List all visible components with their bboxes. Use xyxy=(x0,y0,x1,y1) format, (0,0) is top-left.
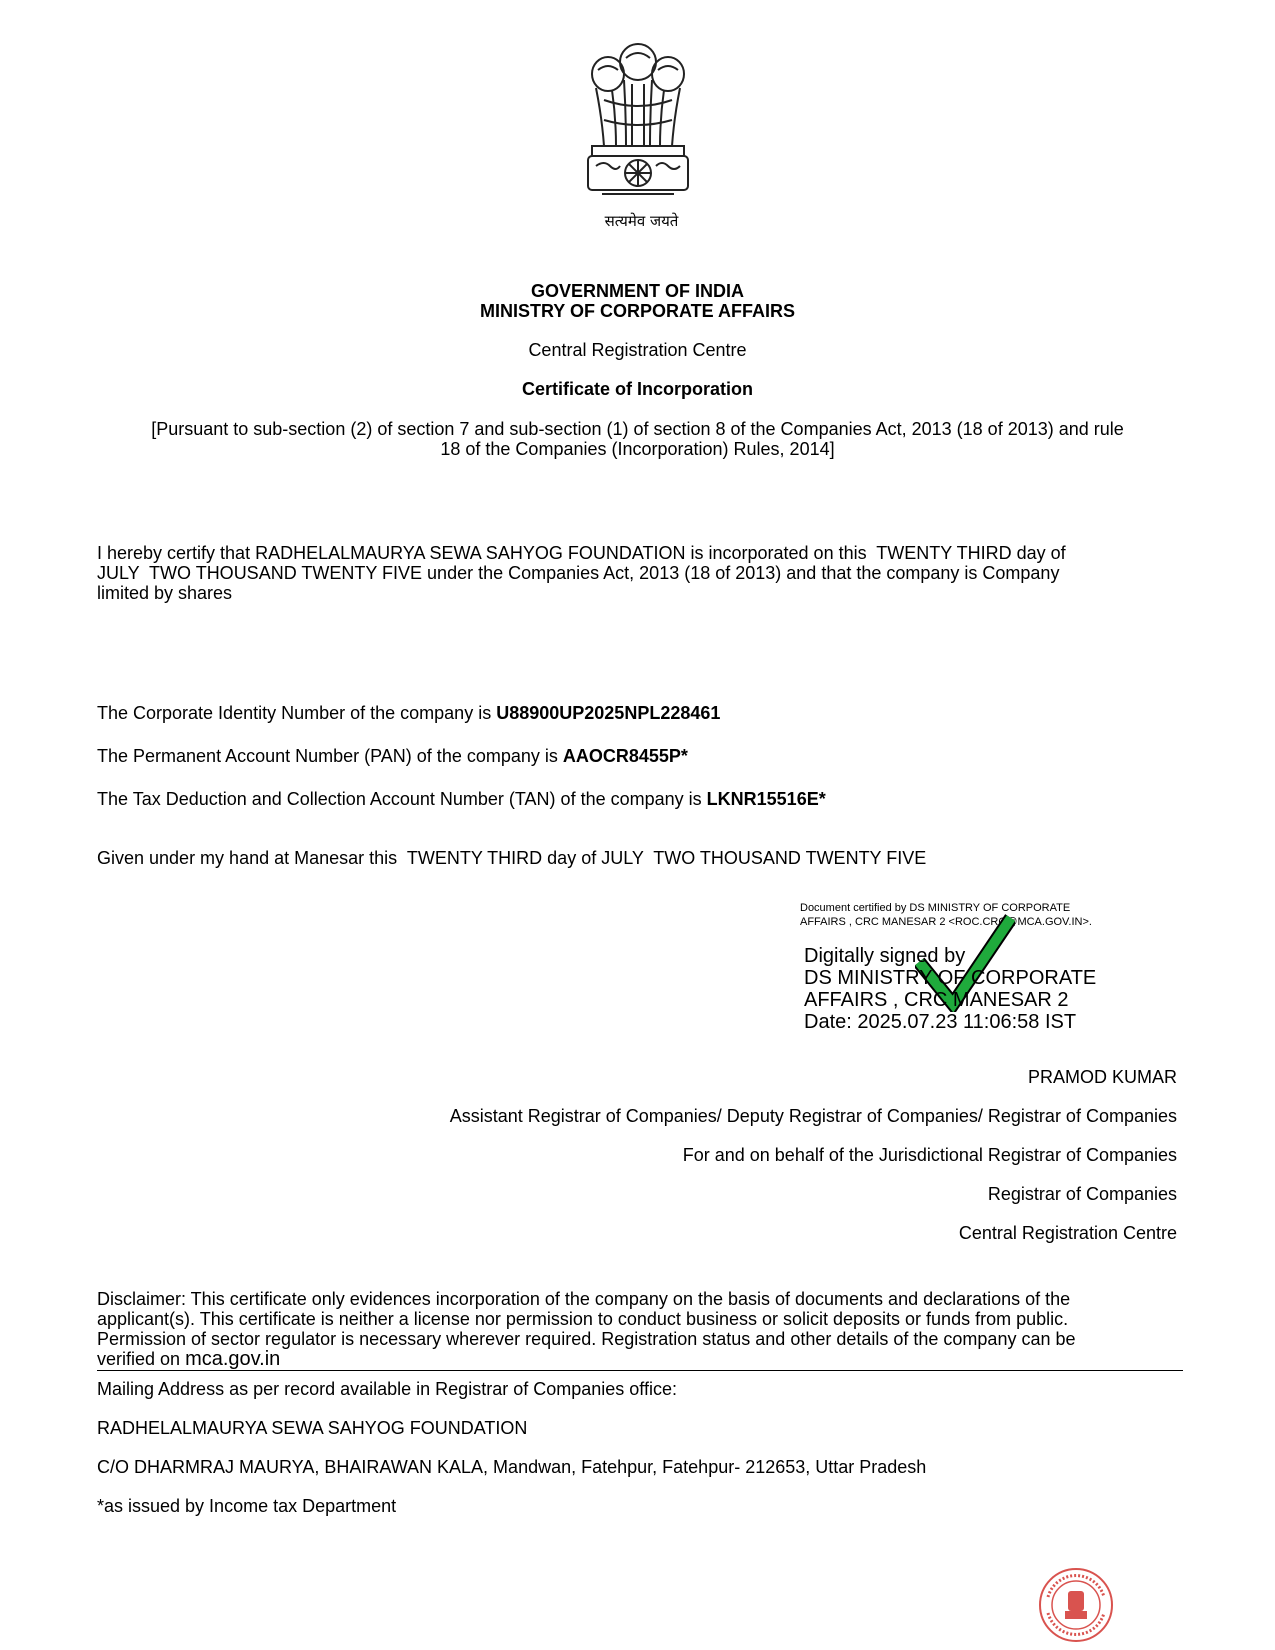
signatory-behalf: For and on behalf of the Jurisdictional Registrar of Companies xyxy=(682,1145,1177,1165)
signatory-name: PRAMOD KUMAR xyxy=(1027,1067,1177,1087)
signatory-centre: Central Registration Centre xyxy=(958,1223,1177,1243)
certify-line-3: limited by shares xyxy=(97,583,233,603)
pursuant-line-1: [Pursuant to sub-section (2) of section 7 and sub-section (1) of section 8 of the Companies Act, 2013 (18 of 2013) and rule xyxy=(151,419,1124,439)
certify-line-1: I hereby certify that RADHELALMAURYA SEWA SAHYOG FOUNDATION is incorporated on this TWENTY THIRD day of xyxy=(97,543,1066,563)
pursuant-line-2: 18 of the Companies (Incorporation) Rules, 2014] xyxy=(440,439,835,459)
divider xyxy=(97,1370,1183,1371)
tan-row xyxy=(97,789,826,809)
disclaimer-line-4 xyxy=(97,1349,280,1369)
signature-line-3: AFFAIRS , CRC MANESAR 2 xyxy=(804,989,1069,1011)
signature-cert-line-1: Document certified by DS MINISTRY OF CORPORATE xyxy=(800,902,1071,914)
cin-label: The Corporate Identity Number of the company is xyxy=(97,703,492,723)
disclaimer-line-2: applicant(s). This certificate is neither a license nor permission to conduct business or solicit deposits or funds from public. xyxy=(97,1309,1069,1329)
signatory-registrar: Registrar of Companies xyxy=(987,1184,1177,1204)
mca-seal-icon xyxy=(1038,1567,1114,1643)
given-line: Given under my hand at Manesar this TWENTY THIRD day of JULY TWO THOUSAND TWENTY FIVE xyxy=(97,848,927,868)
pan-row xyxy=(97,746,688,766)
signature-line-2: DS MINISTRY OF CORPORATE xyxy=(804,967,1097,989)
mca-link[interactable]: mca.gov.in xyxy=(185,1348,281,1370)
signature-cert-line-2: AFFAIRS , CRC MANESAR 2 <ROC.CRC@MCA.GOV.IN>. xyxy=(800,916,1092,928)
state-emblem-icon xyxy=(582,40,694,208)
header-government: GOVERNMENT OF INDIA xyxy=(530,281,744,301)
disclaimer-verified-text: verified on xyxy=(97,1349,181,1369)
header-centre: Central Registration Centre xyxy=(528,340,747,360)
mailing-label: Mailing Address as per record available in Registrar of Companies office: xyxy=(97,1379,677,1399)
mailing-address: C/O DHARMRAJ MAURYA, BHAIRAWAN KALA, Mandwan, Fatehpur, Fatehpur- 212653, Uttar Pradesh xyxy=(97,1457,927,1477)
tan-value: LKNR15516E* xyxy=(706,789,826,809)
disclaimer-line-1: Disclaimer: This certificate only evidences incorporation of the company on the basis of documents and declarations of the xyxy=(97,1289,1071,1309)
cin-row xyxy=(97,703,720,723)
certify-line-2: JULY TWO THOUSAND TWENTY FIVE under the Companies Act, 2013 (18 of 2013) and that the company is Company xyxy=(97,563,1060,583)
pan-value: AAOCR8455P* xyxy=(562,746,688,766)
signatory-designation: Assistant Registrar of Companies/ Deputy Registrar of Companies/ Registrar of Companies xyxy=(449,1106,1177,1126)
emblem-motto: सत्यमेव जयते xyxy=(604,212,679,230)
page-title: Certificate of Incorporation xyxy=(521,379,754,399)
cin-value: U88900UP2025NPL228461 xyxy=(496,703,721,723)
pan-label: The Permanent Account Number (PAN) of the company is xyxy=(97,746,558,766)
footnote: *as issued by Income tax Department xyxy=(97,1496,397,1516)
signature-line-1: Digitally signed by xyxy=(804,945,966,967)
disclaimer-line-3: Permission of sector regulator is necessary wherever required. Registration status and other details of the company can be xyxy=(97,1329,1076,1349)
tan-label: The Tax Deduction and Collection Account Number (TAN) of the company is xyxy=(97,789,702,809)
header-ministry: MINISTRY OF CORPORATE AFFAIRS xyxy=(479,301,795,321)
mailing-company: RADHELALMAURYA SEWA SAHYOG FOUNDATION xyxy=(97,1418,528,1438)
signature-date: Date: 2025.07.23 11:06:58 IST xyxy=(804,1011,1077,1033)
